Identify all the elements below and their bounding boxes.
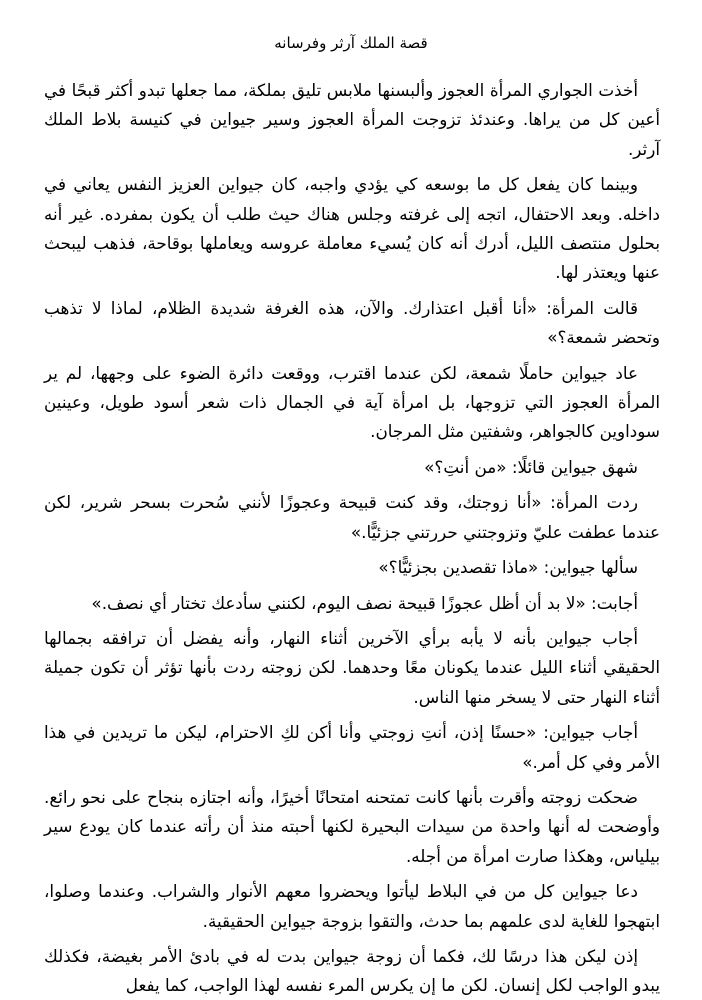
paragraph: أخذت الجواري المرأة العجوز وألبسنها ملابس تليق بملكة، مما جعلها تبدو أكثر قبحًا في أعين كل من يراها. وعندئذ تزوجت المرأة العجوز وسير جيواين في كنيسة بلاط الملك آرثر. xyxy=(44,80,660,159)
paragraph: قالت المرأة: «أنا أقبل اعتذارك. والآن، هذه الغرفة شديدة الظلام، لماذا لا تذهب وتحضر شمعة؟» xyxy=(44,297,660,348)
paragraph: أجاب جيواين بأنه لا يأبه برأي الآخرين أثناء النهار، وأنه يفضل أن ترافقه بجمالها الحقيقي أثناء الليل عندما يكونان معًا وحدهما. لكن زوجته ردت بأنها تؤثر أن تكون جميلة أثناء النهار حتى لا يسخر منها الناس. xyxy=(44,627,660,707)
paragraph: إذن ليكن هذا درسًا لك، فكما أن زوجة جيواين بدت له في بادئ الأمر بغيضة، فكذلك يبدو الواجب لكل إنسان. لكن ما إن يكرس المرء نفسه لهذا الواجب، كما يفعل xyxy=(44,945,660,996)
body-text xyxy=(44,76,660,1000)
paragraph: شهق جيواين قائلًا: «من أنتِ؟» xyxy=(424,456,638,477)
paragraph: وبينما كان يفعل كل ما بوسعه كي يؤدي واجبه، كان جيواين العزيز النفس يعاني في داخله. وبعد الاحتفال، اتجه إلى غرفته وجلس هناك حيث طلب أن يكون بمفرده. غير أنه بحلول منتصف الليل، أدرك أنه كان يُسيء معاملة عروسه ويعاملها بوقاحة، فذهب ليبحث عنها ويعتذر لها. xyxy=(44,174,660,283)
paragraph: سألها جيواين: «ماذا تقصدين بجزئيًّا؟» xyxy=(378,557,638,578)
running-header: قصة الملك آرثر وفرسانه xyxy=(274,34,428,52)
paragraph: ردت المرأة: «أنا زوجتك، وقد كنت قبيحة وعجوزًا لأنني سُحرت بسحر شرير، لكن عندما عطفت عليّ وتزوجتني حررتني جزئيًّا.» xyxy=(44,492,660,542)
paragraph: دعا جيواين كل من في البلاط ليأتوا ويحضروا معهم الأنوار والشراب. وعندما وصلوا، ابتهجوا للغاية لدى علمهم بما حدث، والتقوا بزوجة جيواين الحقيقية. xyxy=(44,881,660,931)
paragraph: ضحكت زوجته وأقرت بأنها كانت تمتحنه امتحانًا أخيرًا، وأنه اجتازه بنجاح على نحو رائع. وأوضحت له أنها واحدة من سيدات البحيرة لكنها أحبته منذ أن رأته عندما كان يودع سير بيلياس، وهكذا صارت امرأة من أجله. xyxy=(44,786,660,866)
paragraph: عاد جيواين حاملًا شمعة، لكن عندما اقترب، ووقعت دائرة الضوء على وجهها، لم ير المرأة العجوز التي تزوجها، بل امرأة آية في الجمال ذات شعر أسود طويل، وعينين سوداوين كالجواهر، وشفتين مثل المرجان. xyxy=(44,362,660,442)
paragraph: أجاب جيواين: «حسنًا إذن، أنتِ زوجتي وأنا أكن لكِ الاحترام، ليكن ما تريدين في هذا الأمر وفي كل أمر.» xyxy=(44,722,660,772)
paragraph: أجابت: «لا بد أن أظل عجوزًا قبيحة نصف اليوم، لكنني سأدعك تختار أي نصف.» xyxy=(91,592,638,613)
